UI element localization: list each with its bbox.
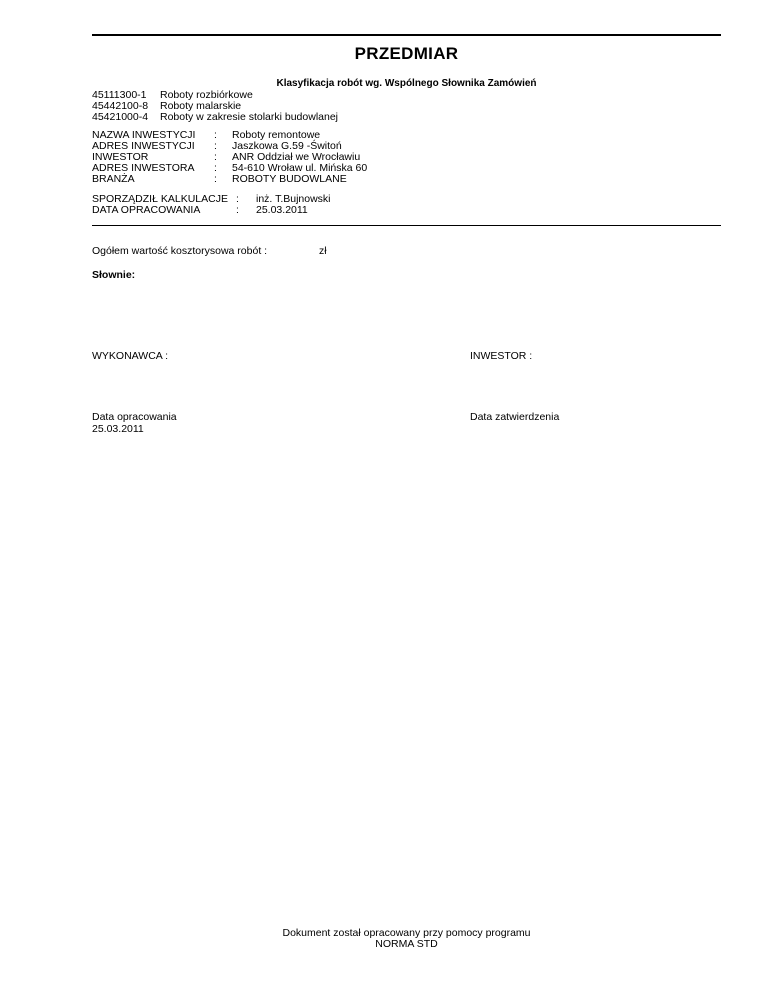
footer [92,928,721,950]
field-label: SPORZĄDZIŁ KALKULACJE [92,193,228,205]
cpv-code: 45442100-8 [92,100,149,112]
investor-label: INWESTOR : [470,350,533,362]
field-value: 54-610 Wroław ul. Mińska 60 [232,162,368,174]
cpv-code: 45111300-1 [92,89,147,101]
total-currency: zł [319,245,327,257]
field-label: DATA OPRACOWANIA [92,204,201,216]
contractor-label: WYKONAWCA : [92,350,169,362]
section-rule [92,225,721,226]
field-value: Jaszkowa G.59 -Świtoń [232,140,342,152]
total-label: Ogółem wartość kosztorysowa robót : [92,245,268,257]
document-title: PRZEDMIAR [354,44,459,63]
field-label: NAZWA INWESTYCJI [92,129,196,141]
cpv-code: 45421000-4 [92,111,149,123]
field-value: ROBOTY BUDOWLANE [232,173,347,185]
field-separator: : [214,140,217,152]
field-separator: : [214,162,217,174]
footer-line: NORMA STD [375,938,438,950]
prep-date-value: 25.03.2011 [92,423,144,435]
field-label: ADRES INWESTORA [92,162,195,174]
field-separator: : [214,151,217,163]
field-label: INWESTOR [92,151,149,163]
field-separator: : [214,129,217,141]
field-separator: : [214,173,217,185]
prep-date-label: Data opracowania [92,411,177,423]
field-label: ADRES INWESTYCJI [92,140,195,152]
field-value: ANR Oddział we Wrocławiu [232,151,361,163]
cpv-description: Roboty w zakresie stolarki budowlanej [160,111,339,123]
field-value: 25.03.2011 [256,204,308,216]
classification-heading: Klasyfikacja robót wg. Wspólnego Słownika Zamówień [276,78,537,89]
footer-line: Dokument został opracowany przy pomocy programu [282,927,531,939]
field-value: Roboty remontowe [232,129,321,141]
field-value: inż. T.Bujnowski [256,193,331,205]
cpv-description: Roboty malarskie [160,100,242,112]
field-separator: : [236,193,239,205]
field-label: BRANŻA [92,173,135,185]
field-separator: : [236,204,239,216]
approval-date-label: Data zatwierdzenia [470,411,560,423]
cpv-description: Roboty rozbiórkowe [160,89,253,101]
top-rule [92,34,721,36]
words-label: Słownie: [92,269,136,281]
